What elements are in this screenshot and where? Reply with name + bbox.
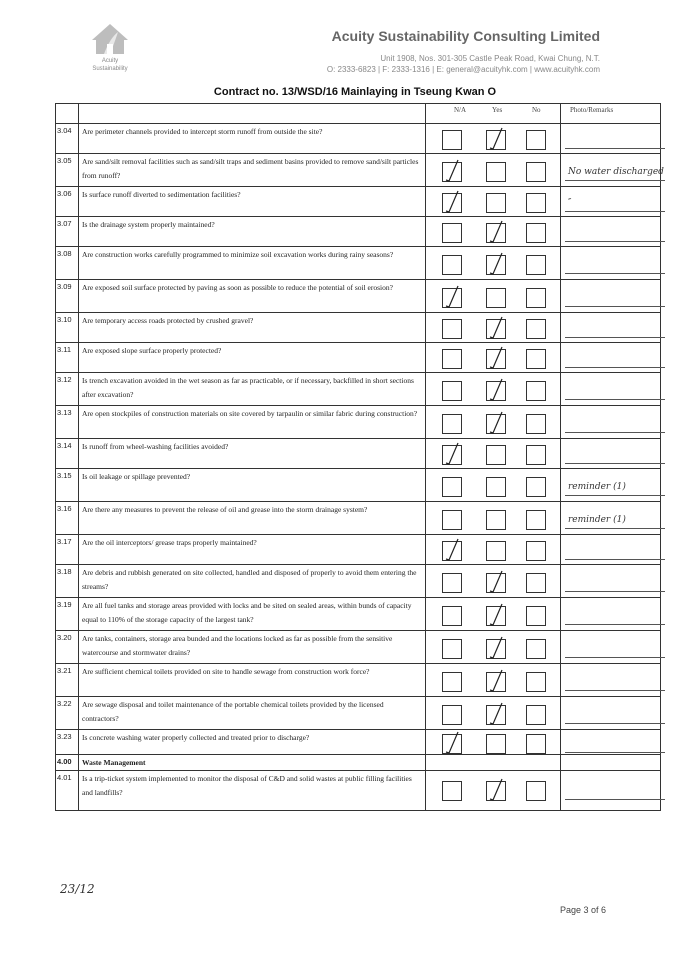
remark-cell bbox=[561, 313, 661, 343]
checkbox-na[interactable] bbox=[442, 414, 462, 434]
item-question: Is oil leakage or spillage prevented? bbox=[79, 469, 426, 502]
remark-cell bbox=[561, 124, 661, 154]
column-header-no: No bbox=[532, 106, 541, 114]
item-number: 3.21 bbox=[56, 664, 79, 697]
checkmark-icon bbox=[489, 411, 503, 435]
table-row bbox=[56, 664, 661, 697]
checkmark-icon bbox=[489, 636, 503, 660]
column-header-remarks: Photo/Remarks bbox=[570, 106, 614, 114]
checkbox-yes[interactable] bbox=[486, 414, 506, 434]
item-question: Are perimeter channels provided to intercept storm runoff from outside the site? bbox=[79, 124, 426, 154]
page-number: Page 3 of 6 bbox=[560, 905, 607, 915]
checkbox-na[interactable] bbox=[442, 672, 462, 692]
item-number: 3.04 bbox=[56, 124, 79, 154]
checkbox-yes[interactable] bbox=[486, 705, 506, 725]
logo-caption bbox=[80, 57, 140, 73]
remark-line bbox=[565, 399, 665, 400]
checkbox-yes[interactable] bbox=[486, 639, 506, 659]
checkbox-no[interactable] bbox=[526, 705, 546, 725]
checkbox-yes[interactable] bbox=[486, 445, 506, 465]
item-question: Are exposed slope surface properly protected? bbox=[79, 343, 426, 373]
remark-line bbox=[565, 273, 665, 274]
checkbox-na[interactable] bbox=[442, 130, 462, 150]
item-number: 3.07 bbox=[56, 217, 79, 247]
checkbox-yes[interactable] bbox=[486, 672, 506, 692]
checkbox-no[interactable] bbox=[526, 541, 546, 561]
item-question: Is concrete washing water properly collected and treated prior to discharge? bbox=[79, 730, 426, 755]
checkmark-icon bbox=[489, 378, 503, 402]
table-row bbox=[56, 124, 661, 154]
checkmark-icon bbox=[445, 731, 459, 755]
checkbox-no[interactable] bbox=[526, 606, 546, 626]
remark-line bbox=[565, 591, 665, 592]
checkbox-na[interactable] bbox=[442, 734, 462, 754]
checkbox-na[interactable] bbox=[442, 319, 462, 339]
table-row bbox=[56, 313, 661, 343]
item-number: 3.15 bbox=[56, 469, 79, 502]
item-question: Is runoff from wheel-washing facilities avoided? bbox=[79, 439, 426, 469]
answer-cell bbox=[426, 755, 561, 771]
checkbox-no[interactable] bbox=[526, 130, 546, 150]
contact-line: O: 2333-6823 | F: 2333-1316 | E: general@acuityhk.com | www.acuityhk.com bbox=[326, 65, 600, 74]
checkmark-icon bbox=[489, 778, 503, 802]
item-number: 3.06 bbox=[56, 187, 79, 217]
address-line: Unit 1908, Nos. 301-305 Castle Peak Road, Kwai Chung, N.T. bbox=[380, 54, 600, 63]
remark-line bbox=[565, 799, 665, 800]
checkbox-yes[interactable] bbox=[486, 477, 506, 497]
remark-line bbox=[565, 723, 665, 724]
checkbox-no[interactable] bbox=[526, 255, 546, 275]
remark-cell bbox=[561, 217, 661, 247]
table-row bbox=[56, 598, 661, 631]
item-number: 3.17 bbox=[56, 535, 79, 565]
table-row bbox=[56, 217, 661, 247]
remark-cell bbox=[561, 535, 661, 565]
item-question: Are sewage disposal and toilet maintenance of the portable chemical toilets provided by the licensed contractors? bbox=[79, 697, 426, 730]
remark-cell bbox=[561, 247, 661, 280]
header-cell bbox=[79, 104, 426, 124]
checkbox-no[interactable] bbox=[526, 510, 546, 530]
table-row bbox=[56, 771, 661, 811]
checkbox-na[interactable] bbox=[442, 510, 462, 530]
item-question: Are all fuel tanks and storage areas provided with locks and be sited on sealed areas, within bunds of capacity equal to 110% of the storage capacity of the largest tank? bbox=[79, 598, 426, 631]
checkbox-na[interactable] bbox=[442, 162, 462, 182]
checkbox-no[interactable] bbox=[526, 414, 546, 434]
checkbox-na[interactable] bbox=[442, 288, 462, 308]
item-number: 3.18 bbox=[56, 565, 79, 598]
remark-cell bbox=[561, 343, 661, 373]
checkmark-icon bbox=[445, 159, 459, 183]
table-row bbox=[56, 406, 661, 439]
checkbox-no[interactable] bbox=[526, 672, 546, 692]
checkbox-no[interactable] bbox=[526, 734, 546, 754]
item-number: 3.19 bbox=[56, 598, 79, 631]
item-number: 3.14 bbox=[56, 439, 79, 469]
logo-text-1: Acuity bbox=[101, 58, 119, 64]
remark-line bbox=[565, 752, 665, 753]
remark-cell bbox=[561, 280, 661, 313]
checkbox-yes[interactable] bbox=[486, 223, 506, 243]
item-number: 3.09 bbox=[56, 280, 79, 313]
table-row bbox=[56, 565, 661, 598]
checkbox-yes[interactable] bbox=[486, 349, 506, 369]
checkbox-na[interactable] bbox=[442, 705, 462, 725]
checkmark-icon bbox=[445, 442, 459, 466]
item-question: Are open stockpiles of construction materials on site covered by tarpaulin or similar fabric during construction? bbox=[79, 406, 426, 439]
checkbox-no[interactable] bbox=[526, 573, 546, 593]
item-question: Are tanks, containers, storage area bunded and the locations locked as far as possible from the sensitive watercourse and stormwater drains? bbox=[79, 631, 426, 664]
item-number: 4.00 bbox=[56, 755, 79, 771]
item-number: 3.20 bbox=[56, 631, 79, 664]
remark-line bbox=[565, 657, 665, 658]
item-question: Waste Management bbox=[79, 755, 426, 771]
remark-line bbox=[565, 432, 665, 433]
checkbox-na[interactable] bbox=[442, 639, 462, 659]
remark-cell bbox=[561, 755, 661, 771]
checkbox-yes[interactable] bbox=[486, 381, 506, 401]
remark-cell bbox=[561, 771, 661, 811]
checkbox-yes[interactable] bbox=[486, 130, 506, 150]
checkbox-no[interactable] bbox=[526, 781, 546, 801]
checkbox-yes[interactable] bbox=[486, 193, 506, 213]
checkbox-no[interactable] bbox=[526, 162, 546, 182]
item-number: 3.12 bbox=[56, 373, 79, 406]
handwritten-remark: reminder (1) bbox=[568, 482, 626, 492]
item-number: 3.05 bbox=[56, 154, 79, 187]
checkbox-na[interactable] bbox=[442, 381, 462, 401]
table-row bbox=[56, 697, 661, 730]
item-question: Are there any measures to prevent the release of oil and grease into the storm drainage system? bbox=[79, 502, 426, 535]
checkmark-icon bbox=[445, 538, 459, 562]
checkbox-na[interactable] bbox=[442, 477, 462, 497]
item-number: 3.13 bbox=[56, 406, 79, 439]
checkbox-no[interactable] bbox=[526, 223, 546, 243]
checkbox-na[interactable] bbox=[442, 606, 462, 626]
remark-line bbox=[565, 624, 665, 625]
table-row bbox=[56, 439, 661, 469]
item-question: Are the oil interceptors/ grease traps properly maintained? bbox=[79, 535, 426, 565]
item-number: 3.11 bbox=[56, 343, 79, 373]
checkbox-no[interactable] bbox=[526, 381, 546, 401]
checkbox-yes[interactable] bbox=[486, 541, 506, 561]
checkbox-no[interactable] bbox=[526, 319, 546, 339]
checkmark-icon bbox=[489, 603, 503, 627]
remark-cell bbox=[561, 187, 661, 217]
item-number: 3.23 bbox=[56, 730, 79, 755]
item-question: Is a trip-ticket system implemented to monitor the disposal of C&D and solid wastes at public filling facilities and landfills? bbox=[79, 771, 426, 811]
checkbox-na[interactable] bbox=[442, 349, 462, 369]
checkbox-no[interactable] bbox=[526, 639, 546, 659]
item-question: Are sufficient chemical toilets provided on site to handle sewage from construction work force? bbox=[79, 664, 426, 697]
table-row bbox=[56, 755, 661, 771]
item-question: Is surface runoff diverted to sedimentation facilities? bbox=[79, 187, 426, 217]
logo-text-2: Sustainability bbox=[92, 66, 128, 72]
remark-line bbox=[565, 367, 665, 368]
checkbox-yes[interactable] bbox=[486, 606, 506, 626]
remark-cell bbox=[561, 406, 661, 439]
item-question: Are sand/silt removal facilities such as sand/silt traps and sediment basins provided to remove sand/silt particles from runoff? bbox=[79, 154, 426, 187]
item-question: Is the drainage system properly maintained? bbox=[79, 217, 426, 247]
checkmark-icon bbox=[489, 570, 503, 594]
item-number: 4.01 bbox=[56, 771, 79, 811]
checkbox-no[interactable] bbox=[526, 288, 546, 308]
checkmark-icon bbox=[445, 190, 459, 214]
remark-cell bbox=[561, 730, 661, 755]
company-name: Acuity Sustainability Consulting Limited bbox=[331, 28, 600, 44]
remark-line bbox=[565, 148, 665, 149]
column-header-yes: Yes bbox=[492, 106, 503, 114]
remark-cell bbox=[561, 664, 661, 697]
remark-line bbox=[565, 337, 665, 338]
checkbox-na[interactable] bbox=[442, 541, 462, 561]
checkbox-na[interactable] bbox=[442, 445, 462, 465]
contract-title: Contract no. 13/WSD/16 Mainlaying in Tseung Kwan O bbox=[213, 86, 497, 98]
checkbox-yes[interactable] bbox=[486, 319, 506, 339]
header-cell bbox=[56, 104, 79, 124]
table-row bbox=[56, 343, 661, 373]
checkbox-na[interactable] bbox=[442, 223, 462, 243]
item-question: Are debris and rubbish generated on site collected, handled and disposed of properly to avoid them entering the streams? bbox=[79, 565, 426, 598]
item-number: 3.22 bbox=[56, 697, 79, 730]
item-question: Is trench excavation avoided in the wet season as far as practicable, or if necessary, backfilled in short sections after excavation? bbox=[79, 373, 426, 406]
checkmark-icon bbox=[489, 252, 503, 276]
checkmark-icon bbox=[445, 285, 459, 309]
table-row bbox=[56, 280, 661, 313]
checkbox-no[interactable] bbox=[526, 477, 546, 497]
remark-line bbox=[565, 559, 665, 560]
checkbox-no[interactable] bbox=[526, 193, 546, 213]
item-number: 3.16 bbox=[56, 502, 79, 535]
remark-cell bbox=[561, 631, 661, 664]
checkmark-icon bbox=[489, 220, 503, 244]
checkbox-no[interactable] bbox=[526, 349, 546, 369]
table-row bbox=[56, 373, 661, 406]
remark-line bbox=[565, 463, 665, 464]
company-address bbox=[240, 53, 600, 75]
checkbox-yes[interactable] bbox=[486, 510, 506, 530]
item-number: 3.08 bbox=[56, 247, 79, 280]
remark-line bbox=[565, 306, 665, 307]
column-header-na: N/A bbox=[454, 106, 467, 114]
table-row bbox=[56, 535, 661, 565]
checkbox-yes[interactable] bbox=[486, 255, 506, 275]
checkbox-na[interactable] bbox=[442, 255, 462, 275]
handwritten-remark: No water discharged bbox=[568, 167, 664, 177]
checkmark-icon bbox=[489, 669, 503, 693]
checkbox-yes[interactable] bbox=[486, 162, 506, 182]
checkbox-yes[interactable] bbox=[486, 734, 506, 754]
checkmark-icon bbox=[489, 127, 503, 151]
handwritten-date: 23/12 bbox=[60, 882, 95, 896]
checkbox-na[interactable] bbox=[442, 193, 462, 213]
remark-cell bbox=[561, 439, 661, 469]
checkbox-no[interactable] bbox=[526, 445, 546, 465]
remark-line bbox=[565, 495, 665, 496]
remark-cell bbox=[561, 565, 661, 598]
checkbox-yes[interactable] bbox=[486, 573, 506, 593]
item-question: Are construction works carefully programmed to minimize soil excavation works during rainy seasons? bbox=[79, 247, 426, 280]
remark-cell bbox=[561, 373, 661, 406]
checkbox-yes[interactable] bbox=[486, 781, 506, 801]
handwritten-remark: ″ bbox=[568, 198, 572, 208]
checkbox-yes[interactable] bbox=[486, 288, 506, 308]
checkmark-icon bbox=[489, 702, 503, 726]
checkbox-na[interactable] bbox=[442, 781, 462, 801]
remark-cell bbox=[561, 598, 661, 631]
checkmark-icon bbox=[489, 316, 503, 340]
item-number: 3.10 bbox=[56, 313, 79, 343]
remark-line bbox=[565, 180, 665, 181]
remark-line bbox=[565, 690, 665, 691]
handwritten-remark: reminder (1) bbox=[568, 515, 626, 525]
remark-cell bbox=[561, 697, 661, 730]
item-question: Are exposed soil surface protected by paving as soon as possible to reduce the potential of soil erosion? bbox=[79, 280, 426, 313]
remark-line bbox=[565, 241, 665, 242]
checklist-table bbox=[55, 103, 661, 811]
table-row bbox=[56, 631, 661, 664]
item-question: Are temporary access roads protected by crushed gravel? bbox=[79, 313, 426, 343]
table-row bbox=[56, 730, 661, 755]
remark-line bbox=[565, 528, 665, 529]
checkmark-icon bbox=[489, 346, 503, 370]
remark-line bbox=[565, 211, 665, 212]
table-row bbox=[56, 247, 661, 280]
checkbox-na[interactable] bbox=[442, 573, 462, 593]
